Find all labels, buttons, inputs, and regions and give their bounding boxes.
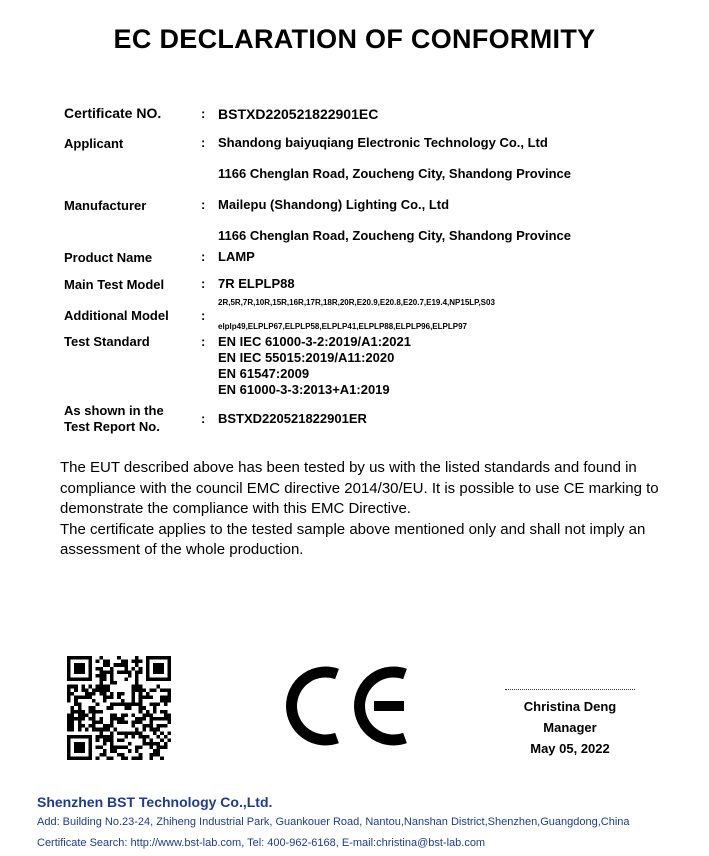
statement-paragraph-1: The EUT described above has been tested by us with the listed standards and found in compliance with the council EMC directive 2014/30/EU. It is possible to use CE marking to demonstrate the compliance with this EMC Directive.: [60, 459, 659, 517]
manufacturer-name: Mailepu (Shandong) Lighting Co., Ltd: [218, 197, 450, 212]
colon: :: [201, 135, 206, 150]
additional-model-line1: 2R,5R,7R,10R,15R,16R,17R,18R,20R,E20.9,E20.8,E20.7,E19.4,NP15LP,S03: [218, 298, 495, 307]
additional-model-label: Additional Model: [64, 308, 169, 323]
manufacturer-address: 1166 Chenglan Road, Zoucheng City, Shandong Province: [218, 228, 571, 243]
test-standard-item: EN IEC 61000-3-2:2019/A1:2021: [218, 334, 411, 349]
additional-model-line2: elplp49,ELPLP67,ELPLP58,ELPLP41,ELPLP88,ELPLP96,ELPLP97: [218, 322, 467, 331]
report-label-line2: Test Report No.: [64, 419, 160, 434]
product-name-label: Product Name: [64, 250, 153, 265]
product-name-value: LAMP: [218, 249, 255, 264]
colon: :: [201, 106, 206, 121]
signature-line: [505, 689, 635, 690]
signatory-role: Manager: [543, 720, 597, 735]
applicant-label: Applicant: [64, 136, 124, 151]
colon: :: [201, 308, 206, 323]
colon: :: [201, 249, 206, 264]
applicant-name: Shandong baiyuqiang Electronic Technology Co., Ltd: [218, 135, 548, 150]
test-standard-item: EN IEC 55015:2019/A11:2020: [218, 350, 395, 365]
colon: :: [201, 334, 206, 349]
signature-date: May 05, 2022: [530, 741, 610, 756]
report-label-line1: As shown in the: [64, 403, 164, 418]
certificate-number: BSTXD220521822901EC: [218, 106, 379, 122]
signatory-name: Christina Deng: [523, 699, 617, 714]
test-standard-item: EN 61000-3-3:2013+A1:2019: [218, 382, 390, 397]
footer-contact: Certificate Search: http://www.bst-lab.com, Tel: 400-962-6168, E-mail:christina@bst-lab.com: [37, 837, 486, 849]
ce-mark-icon: [282, 664, 410, 748]
colon: :: [201, 276, 206, 291]
manufacturer-label: Manufacturer: [64, 198, 147, 213]
certificate-label: Certificate NO.: [64, 105, 162, 121]
statement-paragraph-2: The certificate applies to the tested sample above mentioned only and shall not imply an assessment of the whole production.: [60, 520, 646, 558]
colon: :: [201, 197, 206, 212]
footer-company: Shenzhen BST Technology Co.,Ltd.: [37, 794, 273, 810]
main-test-model-label: Main Test Model: [64, 277, 165, 292]
report-number: BSTXD220521822901ER: [218, 411, 367, 426]
colon: :: [201, 411, 206, 426]
statement: [60, 458, 680, 561]
test-standard-item: EN 61547:2009: [218, 366, 310, 381]
qr-code: [67, 656, 171, 760]
document-title: EC DECLARATION OF CONFORMITY: [113, 24, 596, 54]
footer-address: Add: Building No.23-24, Zhiheng Industrial Park, Guankouer Road, Nantou,Nanshan District,Shenzhen,Guangdong,China: [37, 816, 630, 828]
test-standard-label: Test Standard: [64, 334, 150, 349]
applicant-address: 1166 Chenglan Road, Zoucheng City, Shandong Province: [218, 166, 571, 181]
main-test-model-value: 7R ELPLP88: [218, 276, 295, 291]
